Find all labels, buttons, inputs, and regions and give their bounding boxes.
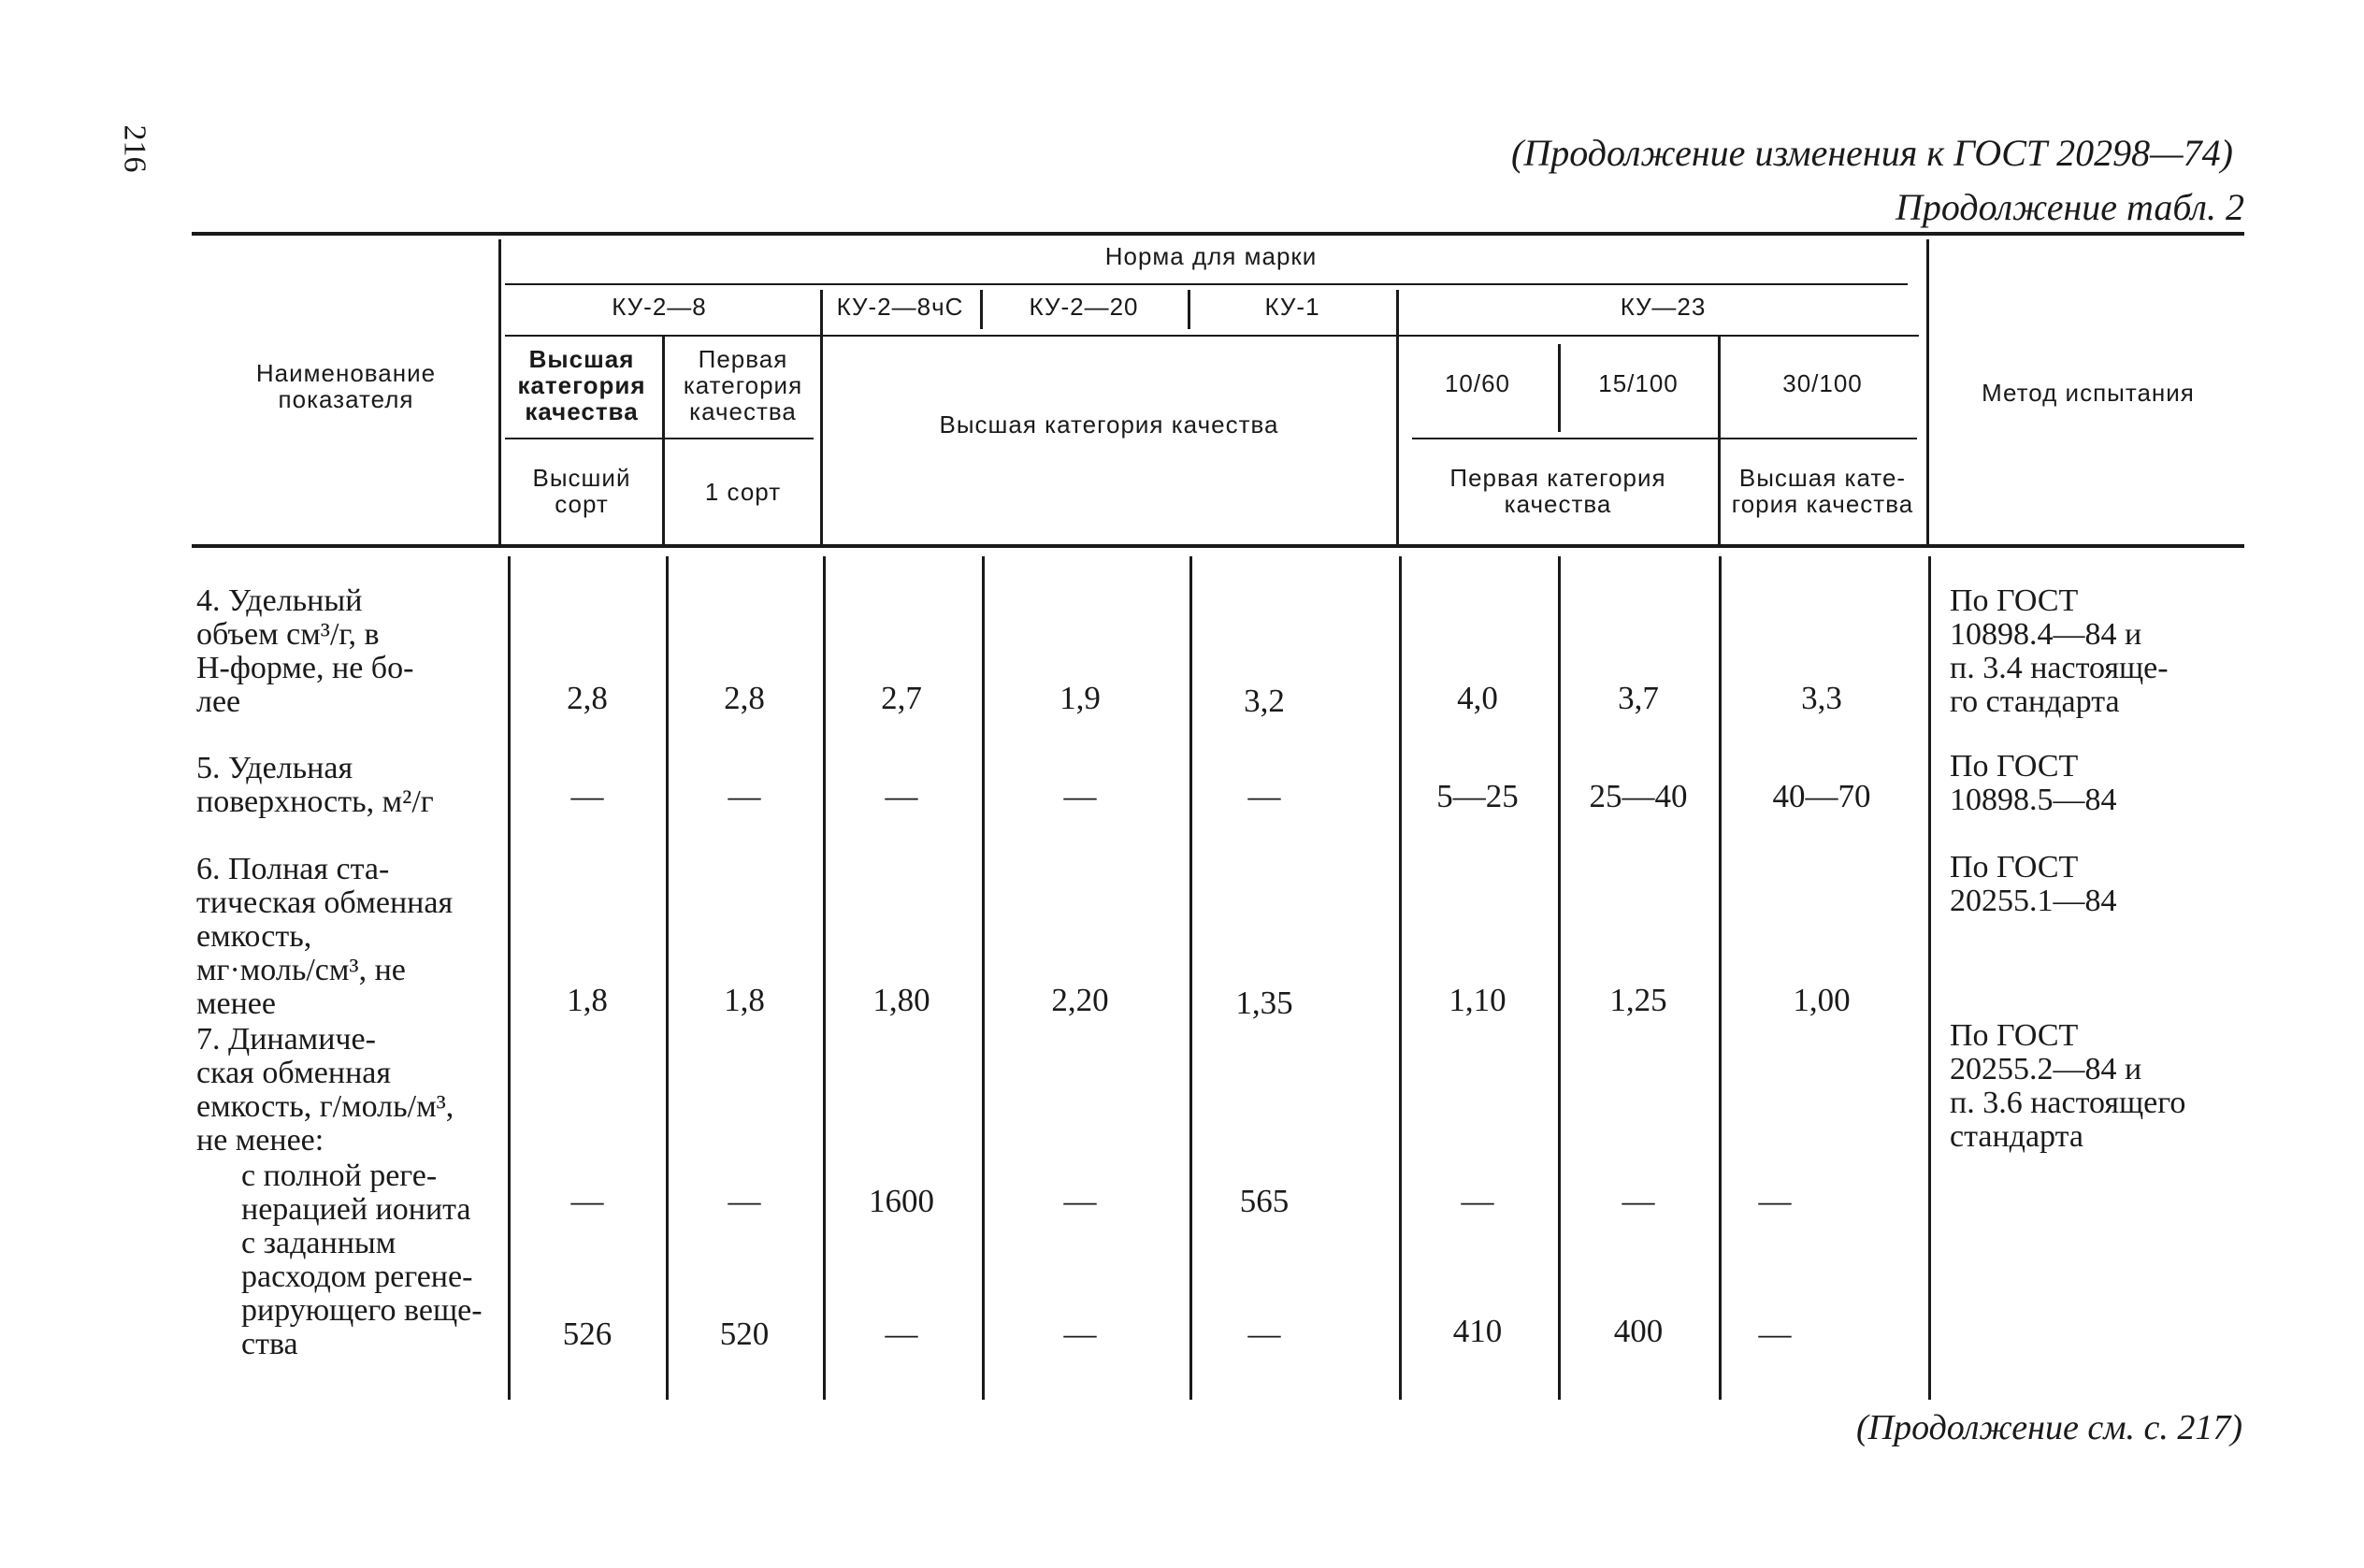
method-header: Метод испытания: [1982, 379, 2195, 407]
table-cell: —: [885, 1316, 918, 1352]
table-cell: 1,8: [724, 982, 765, 1018]
fraction-30-100: 30/100: [1782, 369, 1863, 397]
body-divider: [982, 556, 985, 1400]
header-rule: [505, 283, 1908, 285]
header-divider: [1926, 239, 1929, 544]
table-cell: 2,20: [1051, 982, 1109, 1018]
table-cell: —: [1758, 1183, 1792, 1219]
table-cell: —: [1758, 1316, 1792, 1352]
table-cell: —: [1063, 778, 1097, 814]
body-divider: [1928, 556, 1931, 1400]
table-cell: —: [728, 1183, 761, 1219]
table-cell: 520: [719, 1316, 770, 1352]
header-divider: [498, 239, 501, 544]
table-cell: 3,3: [1801, 680, 1842, 716]
table-cell: —: [570, 1183, 604, 1219]
table-cell: 3,2: [1244, 683, 1285, 719]
table-cell: 526: [562, 1316, 613, 1352]
method-cell: По ГОСТ 10898.5—84: [1950, 749, 2117, 817]
header-divider: [662, 337, 665, 544]
norm-header: Норма для марки: [1104, 242, 1318, 270]
table-cell: 1,10: [1449, 982, 1506, 1018]
table-cell: —: [1247, 1316, 1281, 1352]
table-cell: 1,25: [1609, 982, 1667, 1018]
table-cell: 1,35: [1235, 985, 1293, 1021]
grade-ku23: КУ—23: [1620, 293, 1707, 321]
table-cell: 2,8: [567, 680, 608, 716]
table-cell: 5—25: [1436, 778, 1519, 814]
method-cell: По ГОСТ 20255.1—84: [1950, 850, 2117, 918]
table-cell: —: [1461, 1183, 1494, 1219]
grade-ku28: КУ-2—8: [612, 293, 707, 321]
method-cell: По ГОСТ 20255.2—84 и п. 3.6 настоящего стандарта: [1950, 1018, 2186, 1154]
first-category-cell: Первая категория качества: [683, 345, 803, 425]
body-divider: [823, 556, 826, 1400]
table-cell: 1,8: [567, 982, 608, 1018]
table-cell: —: [1247, 778, 1281, 814]
row-label: с заданным расходом регене- рирующего веще- ства: [241, 1226, 483, 1361]
table-cell: —: [1622, 1183, 1655, 1219]
table-cell: —: [1063, 1183, 1097, 1219]
table-cell: 1600: [869, 1183, 934, 1219]
grade-ku28chs: КУ-2—8чС: [836, 293, 964, 321]
table-cell: 40—70: [1772, 778, 1871, 814]
row-label: 7. Динамиче- ская обменная емкость, г/моль/м³, не менее:: [196, 1022, 454, 1158]
table-cell: 4,0: [1457, 680, 1498, 716]
body-divider: [1719, 556, 1722, 1400]
header-rule: [505, 438, 814, 439]
table-cell: 1,9: [1059, 680, 1101, 716]
higher-category-wide: Высшая категория качества: [939, 410, 1279, 439]
table-cell: 400: [1613, 1313, 1664, 1349]
table-continuation-label: Продолжение табл. 2: [1895, 186, 2244, 228]
table-cell: 565: [1239, 1183, 1290, 1219]
col-name-header: Наименование показателя: [255, 359, 437, 413]
row-label: 4. Удельный объем см³/г, в Н-форме, не бо- лее: [196, 583, 414, 719]
header-bottom-rule: [192, 544, 2244, 548]
table-cell: —: [885, 778, 918, 814]
fraction-15-100: 15/100: [1598, 369, 1679, 397]
higher-category-quality: Высшая кате- гория качества: [1731, 464, 1914, 518]
body-divider: [1558, 556, 1561, 1400]
table-cell: 1,00: [1793, 982, 1851, 1018]
continuation-header: (Продолжение изменения к ГОСТ 20298—74): [1511, 132, 2233, 174]
table-cell: 2,8: [724, 680, 765, 716]
table-top-rule: [192, 232, 2244, 236]
table-cell: 2,7: [881, 680, 922, 716]
method-cell: По ГОСТ 10898.4—84 и п. 3.4 настояще- го стандарта: [1950, 583, 2169, 719]
continuation-footer: (Продолжение см. с. 217): [1855, 1408, 2242, 1447]
higher-category-cell: Высшая категория качества: [517, 345, 646, 425]
row-label: 5. Удельная поверхность, м²/г: [196, 751, 434, 819]
header-rule: [1412, 438, 1917, 439]
table-cell: 25—40: [1589, 778, 1688, 814]
body-divider: [666, 556, 669, 1400]
first-category-quality: Первая категория качества: [1449, 464, 1666, 518]
table-cell: —: [1063, 1316, 1097, 1352]
higher-sort-cell: Высший сорт: [532, 464, 631, 518]
row-label: 6. Полная ста- тическая обменная емкость, мг·моль/см³, не менее: [196, 852, 454, 1021]
table-cell: —: [570, 778, 604, 814]
table-cell: —: [728, 778, 761, 814]
table-cell: 1,80: [872, 982, 930, 1018]
page-number: 216: [117, 124, 152, 173]
header-rule: [505, 335, 1919, 337]
row-label: с полной реге- нерацией ионита: [241, 1158, 471, 1227]
table-cell: 3,7: [1618, 680, 1659, 716]
first-sort-cell: 1 сорт: [704, 478, 782, 506]
fraction-10-60: 10/60: [1444, 369, 1511, 397]
body-divider: [1399, 556, 1402, 1400]
table-cell: 410: [1452, 1313, 1503, 1349]
grade-ku1: КУ-1: [1264, 293, 1320, 321]
grade-ku220: КУ-2—20: [1029, 293, 1139, 321]
